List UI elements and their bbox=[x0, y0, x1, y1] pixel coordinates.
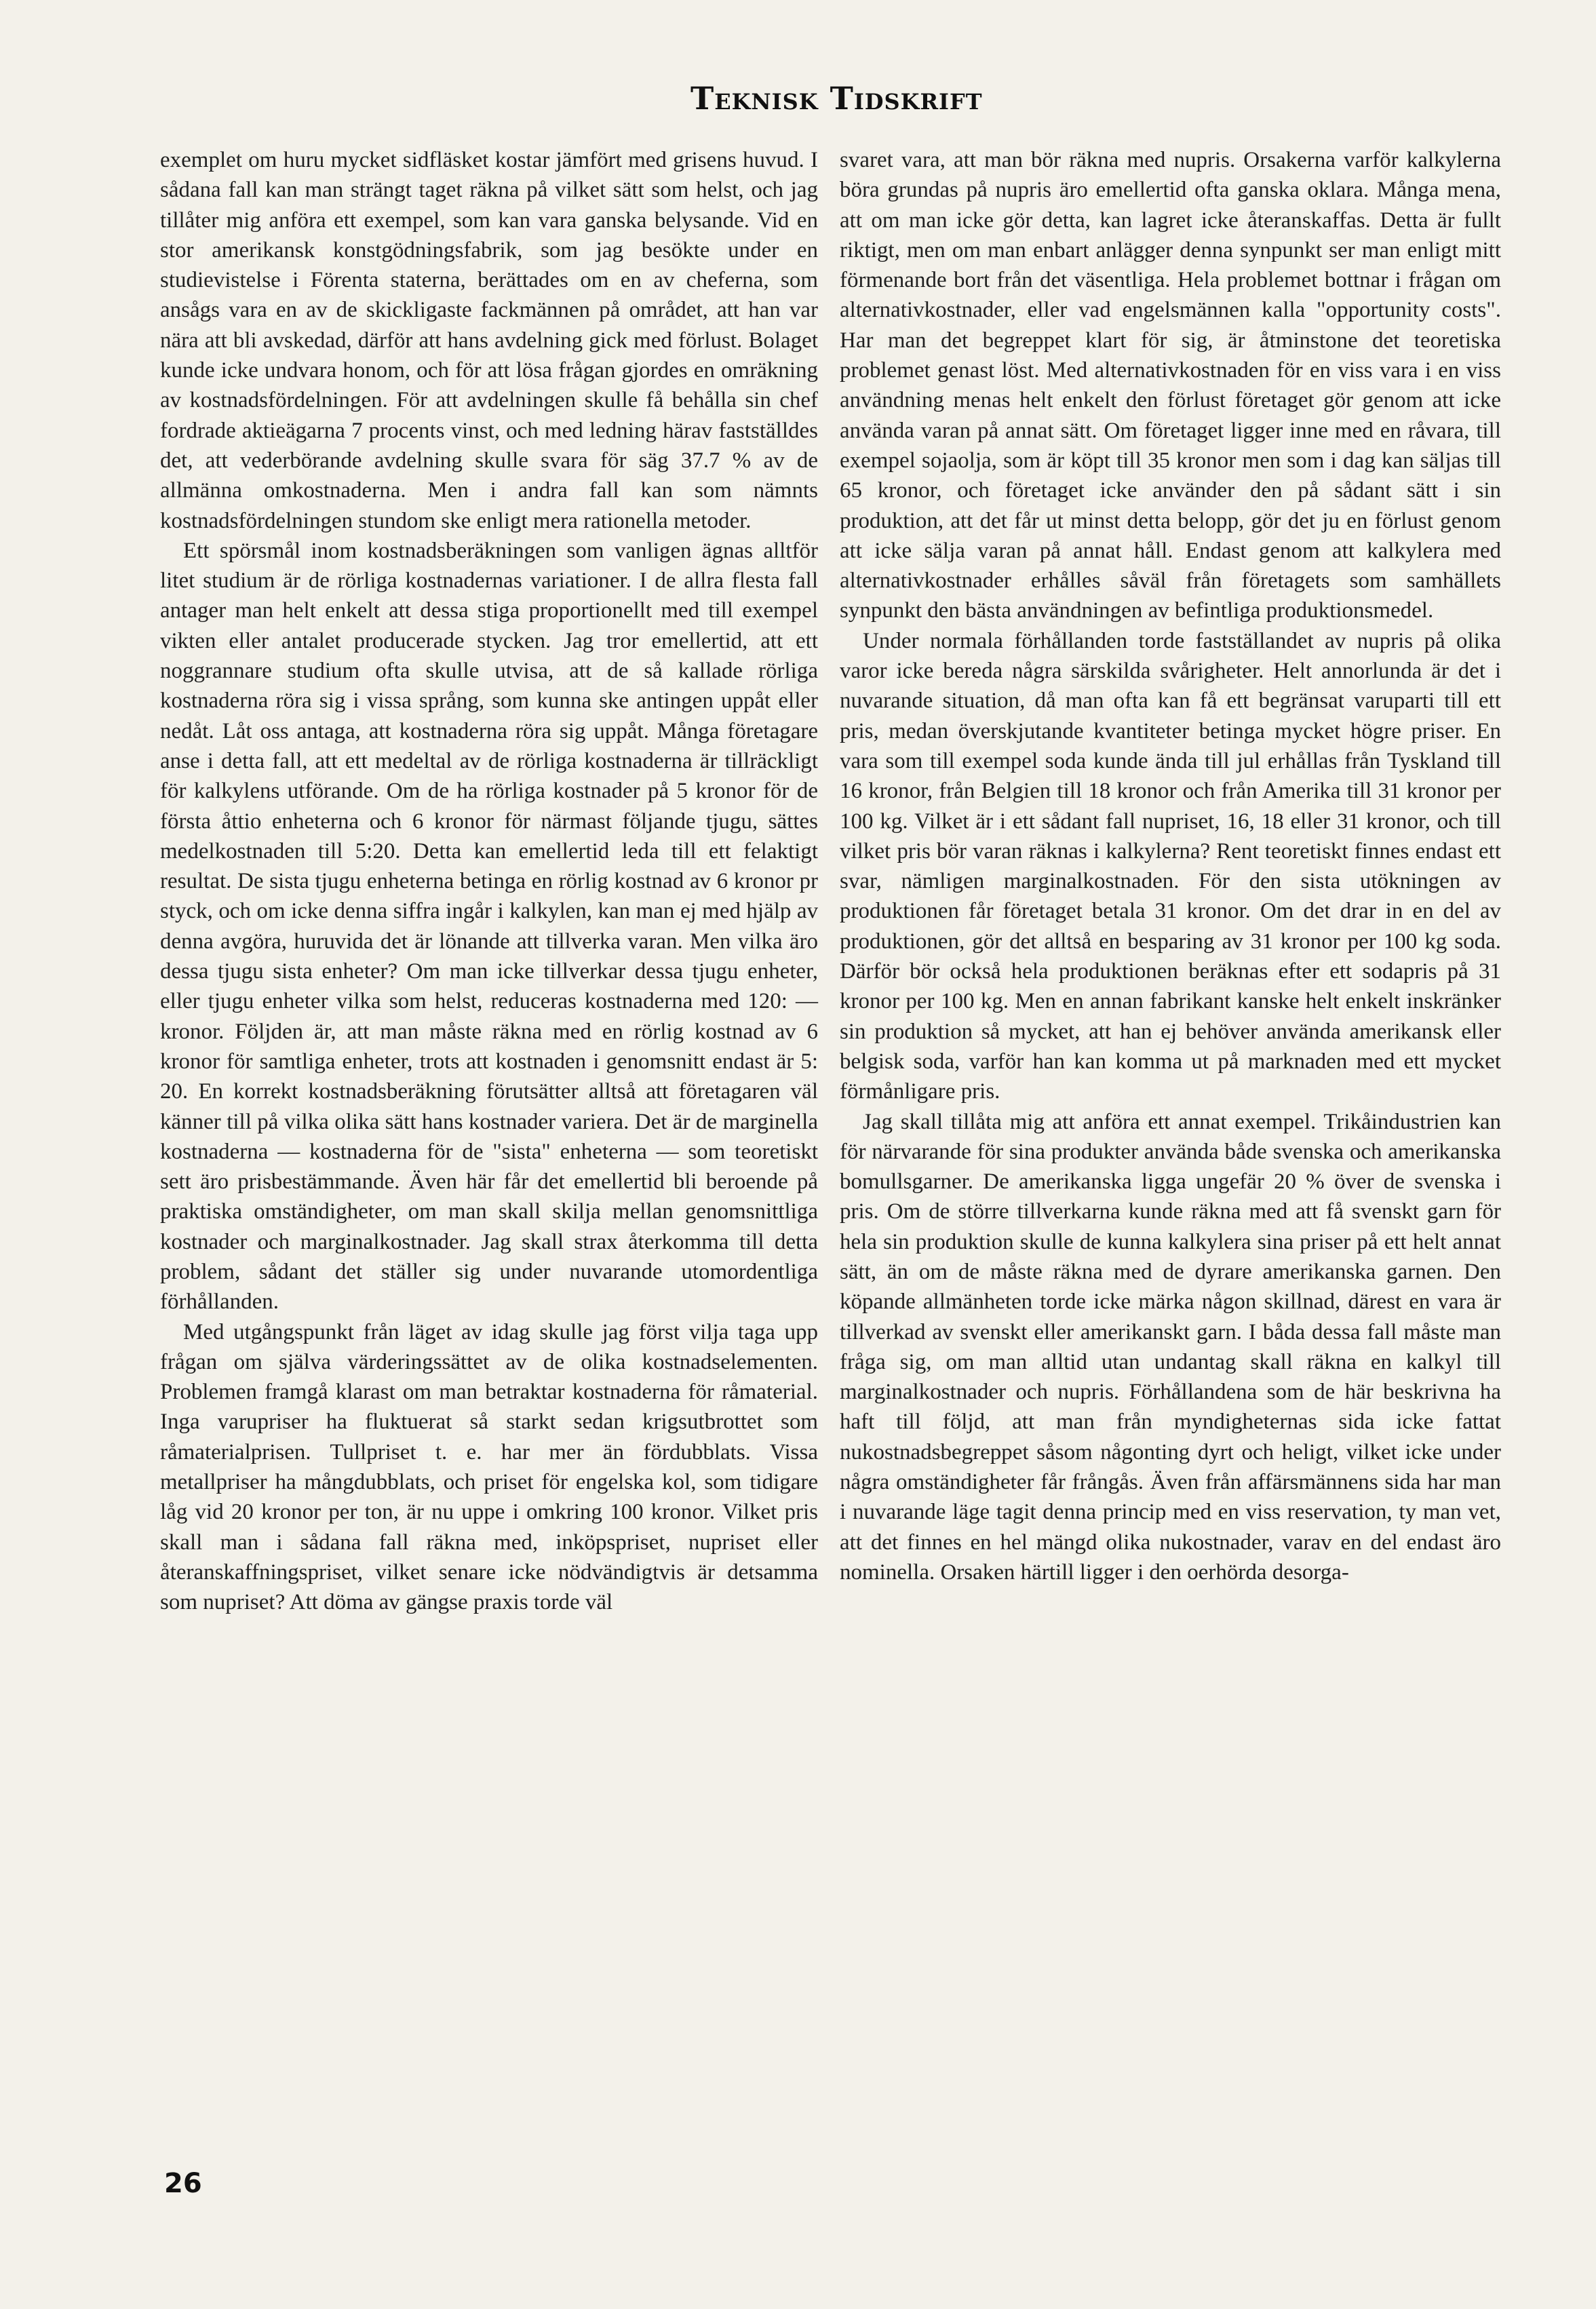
masthead bbox=[0, 80, 1596, 121]
left-column bbox=[160, 145, 818, 1618]
paragraph: svaret vara, att man bör räkna med nupris. Orsakerna varför kalkylerna böra grundas på nupris äro emellertid ofta ganska oklara. Många mena, att om man icke gör detta, kan lagret icke återanskaffas. Detta är fullt riktigt, men om man enbart anlägger denna synpunkt ser man enligt mitt förmenande bort från det väsentliga. Hela problemet bottnar i frågan om alternativkostnader, eller vad engelsmännen kalla "opportunity costs". Har man det begreppet klart för sig, är åtminstone det teoretiska problemet genast löst. Med alternativkostnaden för en viss vara i en viss användning menas helt enkelt den förlust företaget gör genom att icke använda varan på annat sätt. Om företaget ligger inne med en råvara, till exempel sojaolja, som är köpt till 35 kronor men som i dag kan säljas till 65 kronor, och företaget icke använder den på sådant sätt i sin produktion, att det får ut minst detta belopp, gör det ju en förlust genom att icke sälja varan på annat håll. Endast genom att kalkylera med alternativkostnader erhålles såväl från företagets som samhällets synpunkt den bästa användningen av befintliga produktionsmedel. bbox=[840, 148, 1501, 623]
paragraph: Jag skall tillåta mig att anföra ett annat exempel. Trikåindustrien kan för närvarande för sina produkter använda både svenska och amerikanska bomullsgarner. De amerikanska ligga ungefär 20 % över de svenska i pris. Om de större tillverkarna kunde räkna med att få svenskt garn för hela sin produktion skulle de kunna kalkylera sina priser på ett helt annat sätt, än om de måste räkna med de dyrare amerikanska garnen. Den köpande allmänheten torde icke märka någon skillnad, därest en vara är tillverkad av svenskt eller amerikanskt garn. I båda dessa fall måste man fråga sig, om man alltid utan undantag skall räkna en kalkyl till marginalkostnader och nupris. Förhållandena som de här beskrivna ha haft till följd, att man från myndigheternas sida icke fattat nukostnadsbegreppet såsom någonting dyrt och heligt, vilket icke under några omständigheter får frångås. Även från affärsmännens sida har man i nuvarande läge tagit denna princip med en viss reservation, ty man vet, att det finnes en hel mängd olika nukostnader, varav en del endast äro nominella. Orsaken härtill ligger i den oerhörda desorga- bbox=[840, 1109, 1501, 1585]
paragraph: Ett spörsmål inom kostnadsberäkningen som vanligen ägnas alltför litet studium är de rörliga kostnadernas variationer. I de allra flesta fall antager man helt enkelt att dessa stiga proportionellt med till exempel vikten eller antalet producerade stycken. Jag tror emellertid, att ett noggrannare studium ofta skulle utvisa, att de så kallade rörliga kostnaderna röra sig i vissa språng, som kunna ske antingen uppåt eller nedåt. Låt oss antaga, att kostnaderna röra sig uppåt. Många företagare anse i detta fall, att ett medeltal av de rörliga kostnaderna är tillräckligt för kalkylens utförande. Om de ha rörliga kostnader på 5 kronor för de första åttio enheterna och 6 kronor för närmast följande tjugu, sättes medelkostnaden till 5:20. Detta kan emellertid leda till ett felaktigt resultat. De sista tjugu enheterna betinga en rörlig kostnad av 6 kronor pr styck, och om icke denna siffra ingår i kalkylen, kan man ej med hjälp av denna avgöra, huruvida det är lönande att tillverka varan. Men vilka äro dessa tjugu sista enheter? Om man icke tillverkar dessa tjugu enheter, eller tjugu enheter vilka som helst, reduceras kostnaderna med 120: — kronor. Följden är, att man måste räkna med en rörlig kostnad av 6 kronor för samtliga enheter, trots att kostnaden i genomsnitt endast är 5: 20. En korrekt kostnadsberäkning förutsätter alltså att företagaren väl känner till på vilka olika sätt hans kostnader variera. Det är de marginella kostnaderna — kostnaderna för de "sista" enheterna — som teoretiskt sett äro prisbestämmande. Även här får det emellertid bli beroende på praktiska omständigheter, om man skall skilja mellan genomsnittliga kostnader och marginalkostnader. Jag skall strax återkomma till detta problem, sådant det ställer sig under nuvarande utomordentliga förhållanden. bbox=[160, 538, 818, 1315]
page-number: 26 bbox=[164, 2168, 202, 2199]
paragraph: exemplet om huru mycket sidfläsket kostar jämfört med grisens huvud. I sådana fall kan man strängt taget räkna på vilket sätt som helst, och jag tillåter mig anföra ett exempel, som kan vara ganska belysande. Vid en stor amerikansk konstgödningsfabrik, som jag besökte under en studievistelse i Förenta staterna, berättades om en av cheferna, som ansågs vara en av de skickligaste fackmännen på området, att han var nära att bli avskedad, därför att hans avdelning gick med förlust. Bolaget kunde icke undvara honom, och för att lösa frågan gjordes en omräkning av kostnadsfördelningen. För att avdelningen skulle få behålla sin chef fordrade aktieägarna 7 procents vinst, och med ledning härav fastställdes det, att vederbörande avdelning skulle svara för säg 37.7 % av de allmänna omkostnaderna. Men i andra fall kan som nämnts kostnadsfördelningen stundom ske enligt mera rationella metoder. bbox=[160, 148, 818, 533]
paragraph: Under normala förhållanden torde fastställandet av nupris på olika varor icke bereda några särskilda svårigheter. Helt annorlunda är det i nuvarande situation, då man ofta kan få ett begränsat varuparti till ett pris, medan överskjutande kvantiteter betinga mycket högre priser. En vara som till exempel soda kunde ända till jul erhållas från Tyskland till 16 kronor, från Belgien till 18 kronor och från Amerika till 31 kronor per 100 kg. Vilket är i ett sådant fall nupriset, 16, 18 eller 31 kronor, och till vilket pris bör varan räknas i kalkylerna? Rent teoretiskt finnes endast ett svar, nämligen marginalkostnaden. För den sista utökningen av produktionen får företaget betala 31 kronor. Om det drar in en del av produktionen, gör det alltså en besparing av 31 kronor per 100 kg soda. Därför bör också hela produktionen beräknas efter ett sodapris på 31 kronor per 100 kg. Men en annan fabrikant kanske helt enkelt inskränker sin produktion så mycket, att han ej behöver använda amerikansk eller belgisk soda, varför han kan komma ut på marknaden med ett mycket förmånligare pris. bbox=[840, 628, 1501, 1104]
paragraph: Med utgångspunkt från läget av idag skulle jag först vilja taga upp frågan om själva värderingssättet av de olika kostnadselementen. Problemen framgå klarast om man betraktar kostnaderna för råmaterial. Inga varupriser ha fluktuerat så starkt sedan krigsutbrottet som råmaterialprisen. Tullpriset t. e. har mer än fördubblats. Vissa metallpriser ha mångdubblats, och priset för engelska kol, som tidigare låg vid 20 kronor per ton, är nu uppe i omkring 100 kronor. Vilket pris skall man i sådana fall räkna med, inköpspriset, nupriset eller återanskaffningspriset, vilket senare icke nödvändigtvis är detsamma som nupriset? Att döma av gängse praxis torde väl bbox=[160, 1319, 818, 1615]
journal-title: Teknisk Tidskrift bbox=[690, 80, 983, 117]
right-column bbox=[840, 145, 1501, 1587]
